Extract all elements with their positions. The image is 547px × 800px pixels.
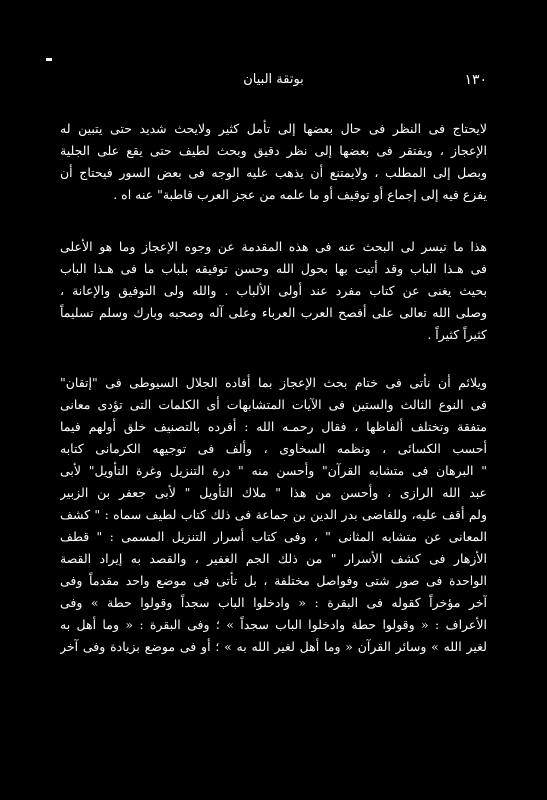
text-line: هذا ما تيسر لى البحث عنه فى هذه المقدمة عن وجوه الإعجاز وما هو الأعلى [60,239,487,254]
page-number: ١٣٠ [464,72,487,88]
text-line: الأعراف : « وقولوا حطة وادخلوا الباب سجداً » ؛ وفى البقرة : « وما أهل به [60,617,487,632]
text-line: ويلائم أن نأتى فى ختام بحث الإعجاز بما أفاده الجلال السيوطى فى "إتقان" [60,375,487,390]
text-line: " البرهان فى متشابه القرآن" وأحسن منه " درة التنزيل وغرة التأويل" لأبى [60,463,487,478]
text-line: فى هـذا الباب وقد أتيت بها بحول الله وحسن توفيقه بلباب ما فى هـذا الباب [60,261,487,276]
text-line: لغير الله » وسائر القرآن « وما أهل لغير الله به » ؛ أو فى موضع بزيادة وفى آخر [60,639,487,654]
text-line: وبصل إلى المطلب ، ولايمتنع أن يذهب عليه الوجه فى بعض السور فيحتاج أن [60,165,487,180]
text-line: بحيث يغنى عن كتاب مفرد عند أولى الألباب . والله ولى التوفيق والإعانة ، [60,283,487,298]
paragraph-1 [60,118,487,206]
paragraph-3 [60,372,487,658]
text-line: كثيراً كثيراً . [427,327,487,342]
text-line: يفزع فيه إلى إجماع أو توقيف أو ما علمه من عجز العرب قاطبة" عنه اه . [113,187,487,202]
margin-mark [46,58,52,61]
text-line: الواحدة فى صور شتى وفواصل مختلفة ، بل تأتى فى موضع واحد مقدماً وفى [60,573,487,588]
paragraph-2 [60,236,487,346]
text-line: آخر مؤخراً كقوله فى البقرة : « وادخلوا الباب سجداً وقولوا حطة » وفى [60,595,487,610]
text-line: متفقة وتختلف ألفاظها ، فقال رحمـه الله : أفرده بالتصنيف خلق أولهم فيما [60,419,487,434]
text-line: أحسب الكسائى ، ونظمه السخاوى ، وألف فى توجيهه الكرمانى كتابه [60,441,487,456]
text-line: وصلى الله تعالى على أفصح العرب العرباء وعلى آله وصحبه وبارك وسلم تسليماً [60,305,487,320]
text-line: الأزهار فى كشف الأسرار " من ذلك الجم الغفير ، والقصد به إيراد القصة [60,551,487,566]
text-line: المعانى عن متشابه المثانى " ، وفى كتاب أسرار التنزيل المسمى : " قطف [60,529,487,544]
text-line: ولم أقف عليه، وللقاضى بدر الدين بن جماعة فى ذلك كتاب لطيف سماه : " كشف [60,507,487,522]
running-head: بوتقة البيان [243,72,304,87]
text-line: لايحتاج فى النظر فى حال بعضها إلى تأمل كثير ولايحث شديد حتى يتبين له [60,121,487,136]
text-line: فى النوع الثالث والستين فى الآيات المتشابهات أى الكلمات التى تؤدى معانى [60,397,487,412]
text-line: عبد الله الرازى ، وأحسن من هذا " ملاك التأويل " لأبى جعفر بن الزبير [60,485,487,500]
page-header [60,70,487,94]
text-line: الإعجاز ، ويفتقر فى بعضها إلى نظر دقيق وبحث لطيف حتى يقع على الجلية [60,143,487,158]
